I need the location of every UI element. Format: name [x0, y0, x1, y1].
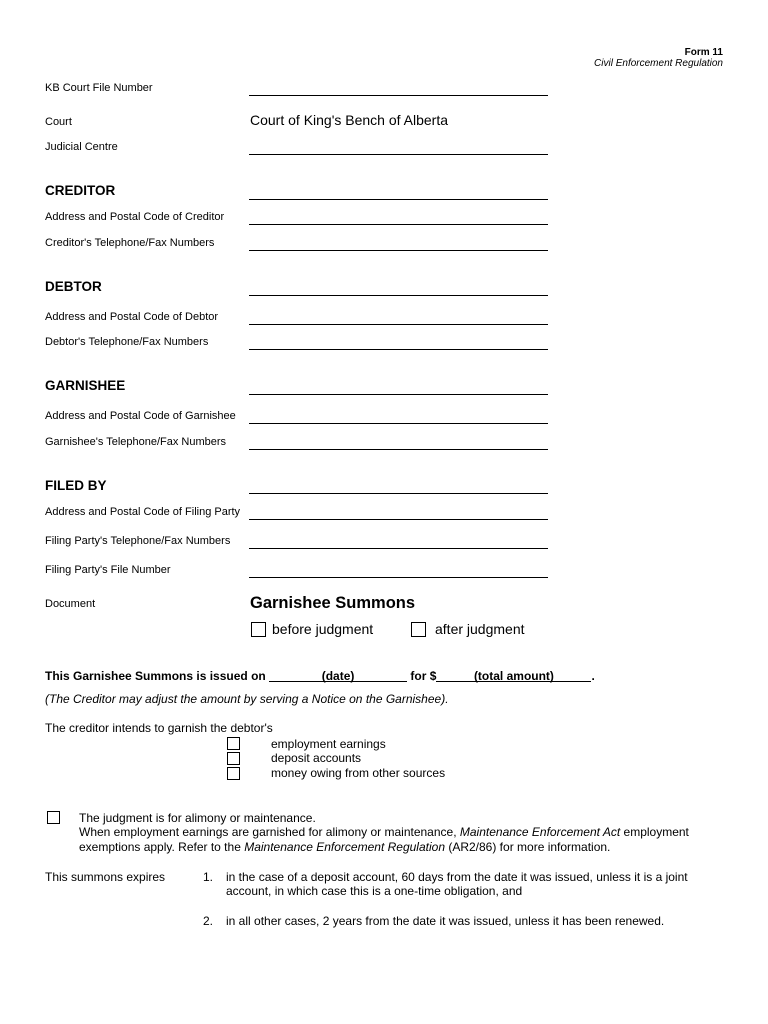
debtor-address-field[interactable]	[249, 324, 548, 325]
issued-period: .	[591, 669, 595, 683]
alimony-line3	[79, 840, 610, 854]
alimony-checkbox[interactable]	[47, 811, 60, 824]
creditor-address-field[interactable]	[249, 224, 548, 225]
issued-amount-field[interactable]	[436, 669, 591, 682]
debtor-address-label: Address and Postal Code of Debtor	[45, 311, 219, 323]
form-number: Form 11	[684, 47, 723, 58]
garnish-intro: The creditor intends to garnish the debtor's	[45, 721, 273, 735]
issued-date-hint: (date)	[321, 669, 355, 683]
kb-file-number-field[interactable]	[249, 95, 548, 96]
debtor-phone-label: Debtor's Telephone/Fax Numbers	[45, 336, 209, 348]
alimony-line2-b: employment	[620, 825, 689, 839]
judicial-centre-field[interactable]	[249, 154, 548, 155]
alimony-line1: The judgment is for alimony or maintenance.	[79, 811, 316, 825]
adjust-amount-note: (The Creditor may adjust the amount by serving a Notice on the Garnishee).	[45, 692, 449, 706]
garnishee-address-field[interactable]	[249, 423, 548, 424]
expiry-item-2-number: 2.	[203, 914, 214, 928]
court-value: Court of King's Bench of Alberta	[250, 112, 449, 128]
kb-file-number-label: KB Court File Number	[45, 82, 153, 94]
creditor-address-label: Address and Postal Code of Creditor	[45, 211, 225, 223]
alimony-line3-b: (AR2/86) for more information.	[445, 840, 611, 854]
debtor-field[interactable]	[249, 295, 548, 296]
filed-by-field[interactable]	[249, 493, 548, 494]
expiry-label: This summons expires	[45, 870, 166, 884]
alimony-line3-a: exemptions apply. Refer to the	[79, 840, 245, 854]
employment-earnings-checkbox[interactable]	[227, 737, 240, 750]
maintenance-enforcement-regulation: Maintenance Enforcement Regulation	[244, 840, 445, 854]
alimony-line2	[79, 825, 689, 839]
expiry-item-2-line1: in all other cases, 2 years from the date it was issued, unless it has been renewed.	[226, 914, 665, 928]
maintenance-enforcement-act: Maintenance Enforcement Act	[459, 825, 621, 839]
deposit-accounts-label: deposit accounts	[271, 751, 362, 765]
expiry-item-1-line2: account, in which case this is a one-time obligation, and	[226, 884, 523, 898]
other-sources-checkbox[interactable]	[227, 767, 240, 780]
filing-phone-label: Filing Party's Telephone/Fax Numbers	[45, 535, 231, 547]
alimony-line2-a: When employment earnings are garnished for alimony or maintenance,	[79, 825, 460, 839]
issued-for: for $	[410, 669, 437, 683]
filing-file-number-field[interactable]	[249, 577, 548, 578]
after-judgment-checkbox[interactable]	[411, 622, 426, 637]
debtor-heading: DEBTOR	[45, 279, 102, 294]
filed-by-heading: FILED BY	[45, 478, 107, 493]
filing-file-number-label: Filing Party's File Number	[45, 564, 171, 576]
expiry-item-1-number: 1.	[203, 870, 214, 884]
filing-phone-field[interactable]	[249, 548, 548, 549]
expiry-item-1-line1: in the case of a deposit account, 60 days from the date it was issued, unless it is a joint	[226, 870, 688, 884]
document-label: Document	[45, 598, 96, 610]
issued-date-field[interactable]	[269, 669, 407, 682]
garnishee-phone-field[interactable]	[249, 449, 548, 450]
judicial-centre-label: Judicial Centre	[45, 141, 118, 153]
issued-prefix: This Garnishee Summons is issued on	[45, 669, 266, 683]
employment-earnings-label: employment earnings	[271, 737, 386, 751]
deposit-accounts-checkbox[interactable]	[227, 752, 240, 765]
creditor-field[interactable]	[249, 199, 548, 200]
before-judgment-checkbox[interactable]	[251, 622, 266, 637]
creditor-phone-field[interactable]	[249, 250, 548, 251]
regulation-name: Civil Enforcement Regulation	[594, 58, 723, 69]
filing-address-field[interactable]	[249, 519, 548, 520]
debtor-phone-field[interactable]	[249, 349, 548, 350]
creditor-heading: CREDITOR	[45, 183, 116, 198]
filing-address-label: Address and Postal Code of Filing Party	[45, 506, 241, 518]
garnishee-heading: GARNISHEE	[45, 378, 126, 393]
other-sources-label: money owing from other sources	[271, 766, 446, 780]
document-title: Garnishee Summons	[250, 594, 416, 612]
garnishee-field[interactable]	[249, 394, 548, 395]
garnishee-address-label: Address and Postal Code of Garnishee	[45, 410, 236, 422]
before-judgment-label: before judgment	[272, 621, 374, 637]
after-judgment-label: after judgment	[435, 621, 525, 637]
creditor-phone-label: Creditor's Telephone/Fax Numbers	[45, 237, 215, 249]
court-label: Court	[45, 116, 72, 128]
issued-line	[45, 669, 595, 683]
garnishee-phone-label: Garnishee's Telephone/Fax Numbers	[45, 436, 227, 448]
issued-amount-hint: (total amount)	[473, 669, 554, 683]
